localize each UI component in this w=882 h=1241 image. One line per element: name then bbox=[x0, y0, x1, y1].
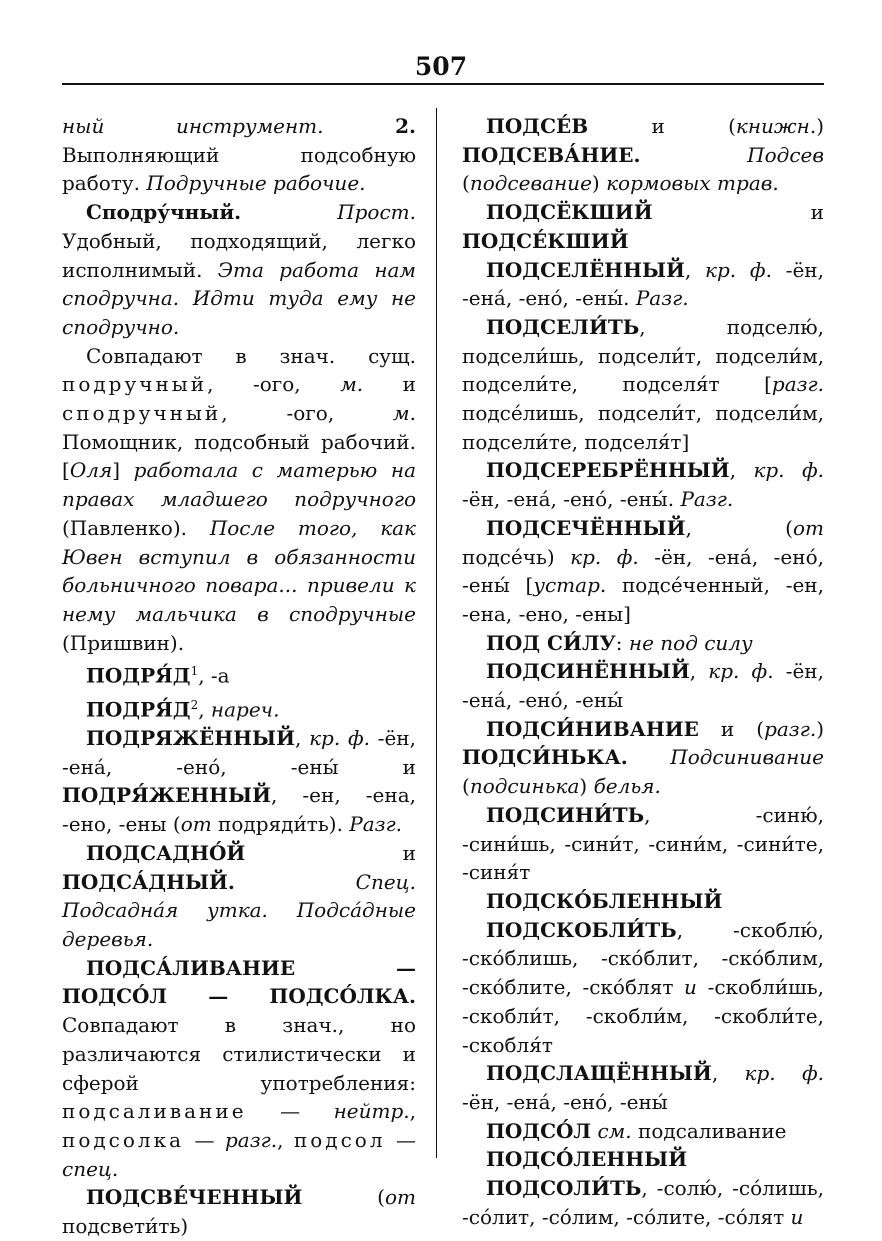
entry-text: — bbox=[385, 1127, 417, 1152]
entry-text: разг. bbox=[764, 716, 817, 741]
entry-text: После того, как Ювен вступил в обязанности больничного повара... привели к нему мальчика в сподручные bbox=[62, 515, 416, 626]
entry-text: не под силу bbox=[628, 630, 753, 655]
entry-text: , bbox=[729, 458, 754, 483]
entry-text: , -ого, bbox=[207, 372, 341, 397]
dictionary-entry bbox=[462, 657, 824, 714]
entry-text: 2 bbox=[190, 697, 199, 712]
dictionary-entry bbox=[462, 456, 824, 513]
entry-text: ный инструмент. bbox=[62, 114, 396, 138]
dictionary-entry bbox=[462, 1145, 824, 1174]
entry-text: , bbox=[277, 1127, 294, 1152]
entry-text: Подсев bbox=[640, 142, 824, 167]
entry-text: ПОД СИ́ЛУ bbox=[486, 630, 616, 655]
entry-text: подсе́чь) bbox=[462, 544, 571, 569]
dictionary-entry bbox=[462, 887, 824, 916]
entry-text: , bbox=[409, 1099, 416, 1124]
entry-text: 1 bbox=[190, 664, 199, 679]
entry-text: подсаливание bbox=[631, 1118, 787, 1143]
entry-text: — bbox=[184, 1127, 225, 1152]
entry-text: ) bbox=[591, 171, 607, 196]
left-column bbox=[62, 112, 416, 1241]
entry-text: ПОДСЕРЕБРЁННЫЙ bbox=[486, 458, 730, 483]
entry-text: Разг. bbox=[349, 812, 403, 837]
entry-text: ПОДСЛАЩЁННЫЙ bbox=[486, 1061, 712, 1086]
entry-text: кр. ф. bbox=[570, 544, 639, 569]
entry-text: от bbox=[180, 812, 212, 837]
entry-text: сподручный bbox=[62, 401, 222, 426]
entry-text: Помощник, подсобный рабочий. [ bbox=[62, 429, 416, 483]
entry-text: , -ого, bbox=[221, 401, 394, 426]
entry-text: и bbox=[245, 840, 416, 865]
entry-text: и bbox=[684, 975, 697, 1000]
entry-text: , bbox=[198, 697, 211, 722]
entry-text: ПОДСЕЛИ́ТЬ bbox=[486, 314, 640, 339]
entry-text: Подсинивание bbox=[627, 745, 824, 770]
dictionary-entry bbox=[462, 1117, 824, 1146]
column-divider bbox=[436, 108, 437, 1158]
entry-text: и bbox=[652, 200, 824, 225]
dictionary-entry bbox=[62, 198, 416, 342]
entry-text: Оля bbox=[69, 458, 113, 483]
dictionary-entry bbox=[462, 313, 824, 457]
entry-text: подсол bbox=[293, 1127, 386, 1152]
entry-text: подсе́ченный, -ен, -ена, -ено, -ены] bbox=[462, 573, 824, 626]
entry-text: Разг. bbox=[635, 286, 689, 311]
entry-text: ) bbox=[579, 774, 594, 799]
entry-text: ПОДСОЛИ́ТЬ bbox=[486, 1176, 642, 1201]
entry-text: ПОДСО́Л bbox=[486, 1118, 592, 1143]
page-number: 507 bbox=[414, 52, 468, 81]
entry-text: ПОДСИНЁННЫЙ bbox=[486, 659, 690, 684]
entry-text: ( bbox=[302, 1185, 385, 1210]
entry-text: , bbox=[689, 659, 709, 684]
header-rule bbox=[62, 83, 824, 85]
entry-text: ПОДРЯЖЁННЫЙ bbox=[86, 726, 295, 751]
entry-text: ( bbox=[462, 171, 470, 196]
entry-text: -ён, -ена́, -ено́, -ены́ [ bbox=[462, 544, 824, 598]
dictionary-entry bbox=[462, 1059, 824, 1116]
entry-text: Разг. bbox=[680, 487, 734, 512]
entry-text: 2. bbox=[395, 114, 416, 138]
entry-text: -скобли́шь, -скобли́т, -скобли́м, -скобли́те, -скобля́т bbox=[462, 975, 824, 1057]
entry-text: Прост. bbox=[241, 200, 416, 225]
entry-text: , ( bbox=[685, 515, 793, 540]
entry-text: книжн. bbox=[735, 114, 817, 138]
entry-text: Подручные рабочие. bbox=[146, 171, 366, 196]
entry-text: подручный bbox=[62, 372, 208, 397]
entry-text: -ён, -ена́, -ено́, -ены́. bbox=[462, 487, 681, 512]
dictionary-entry bbox=[462, 514, 824, 629]
entry-text: ПОДСКО́БЛЕННЫЙ bbox=[486, 888, 723, 913]
entry-text: кр. ф. bbox=[309, 726, 370, 751]
entry-text: ПОДРЯ́Д bbox=[86, 664, 191, 689]
entry-text: кр. ф. bbox=[705, 257, 772, 282]
entry-text: ПОДРЯ́ЖЕННЫЙ bbox=[62, 783, 271, 808]
entry-text: , bbox=[684, 257, 706, 282]
entry-text: и bbox=[363, 372, 417, 397]
dictionary-entry bbox=[62, 839, 416, 954]
entry-text: ПОДСИНИ́ТЬ bbox=[486, 802, 645, 827]
entry-text: и bbox=[790, 1204, 804, 1229]
entry-text: -ён, -ена́, -ено́, -ены́ и bbox=[62, 726, 416, 779]
entry-text: , -а bbox=[198, 664, 230, 689]
entry-text: : bbox=[615, 630, 629, 655]
entry-text: кр. ф. bbox=[753, 458, 824, 483]
dictionary-entry bbox=[462, 256, 824, 313]
right-column bbox=[462, 112, 824, 1231]
dictionary-entry bbox=[62, 691, 416, 724]
entry-text: ПОДСЕ́КШИЙ bbox=[462, 228, 629, 253]
entry-text: ПОДСЕЛЁННЫЙ bbox=[486, 257, 685, 282]
entry-text: ПОДСЕ́В bbox=[486, 114, 589, 138]
entry-text: подсаливание bbox=[62, 1099, 247, 1124]
entry-text: подсинька bbox=[469, 774, 580, 799]
entry-text: ПОДРЯ́Д bbox=[86, 697, 191, 722]
entry-text: ПОДСИ́НИВАНИЕ bbox=[486, 716, 699, 741]
entry-text: Спец. Подсадна́я утка. Подса́дные деревья. bbox=[62, 869, 416, 951]
entry-text: подсолка bbox=[62, 1127, 185, 1152]
entry-text: ПОДСВЕ́ЧЕННЫЙ bbox=[86, 1185, 303, 1210]
entry-text: -ён, -ена́, -ено́, -ены́ bbox=[462, 659, 824, 713]
entry-text: ПОДСА́ЛИВАНИЕ — ПОДСО́Л — ПОДСО́ЛКА. bbox=[62, 955, 416, 1009]
dictionary-entry bbox=[462, 629, 824, 658]
dictionary-entry bbox=[462, 112, 824, 198]
entry-text: работала с матерью на правах младшего подручного bbox=[62, 458, 416, 512]
entry-text: ] bbox=[112, 458, 134, 483]
entry-text: см. bbox=[591, 1118, 632, 1143]
entry-text: ( bbox=[462, 774, 470, 799]
entry-text: (Павленко). bbox=[62, 515, 210, 540]
dictionary-entry bbox=[462, 916, 824, 1060]
entry-text: кр. ф. bbox=[744, 1061, 824, 1086]
entry-text: белья. bbox=[593, 774, 661, 799]
entry-text: кормовых трав. bbox=[606, 171, 779, 196]
entry-text: Удобный, подходящий, легко исполнимый. bbox=[62, 228, 416, 282]
entry-text: ПОДСЁКШИЙ bbox=[486, 200, 653, 225]
entry-text: -ён, -ена́, -ено́, -ены́ bbox=[462, 1089, 668, 1114]
entry-text: м. bbox=[340, 372, 364, 397]
entry-text: Сподру́чный. bbox=[86, 200, 242, 225]
entry-text: подсвети́ть) bbox=[62, 1214, 189, 1239]
entry-text: ПОДСЕВА́НИЕ. bbox=[462, 142, 641, 167]
dictionary-entry bbox=[62, 954, 416, 1184]
entry-text: устар. bbox=[533, 573, 607, 598]
entry-text: , bbox=[711, 1061, 745, 1086]
entry-text: , подселю́, подсели́шь, подсели́т, подсели́м, подсели́те, подселя́т [ bbox=[462, 314, 824, 397]
dictionary-entry bbox=[62, 342, 416, 658]
entry-text: , -солю́, -со́лишь, -со́лит, -со́лим, -со́лите, -со́лят bbox=[462, 1176, 824, 1229]
entry-text: Совпадают в знач. сущ. bbox=[86, 343, 416, 368]
entry-text: ) bbox=[816, 114, 824, 138]
entry-text: спец. bbox=[62, 1156, 119, 1181]
entry-text: разг. bbox=[771, 372, 824, 397]
entry-text: от bbox=[384, 1185, 416, 1210]
entry-text: разг. bbox=[224, 1127, 278, 1152]
entry-text: от bbox=[792, 515, 824, 540]
entry-text: кр. ф. bbox=[708, 659, 774, 684]
entry-text: , -ен, -ена, -ено, -ены ( bbox=[62, 783, 416, 837]
entry-text: подсе́лишь, подсели́т, подсели́м, подсели́те, подселя́т] bbox=[462, 401, 824, 454]
entry-text: ПОДСИ́НЬКА. bbox=[462, 745, 628, 770]
entry-text: и ( bbox=[588, 114, 736, 138]
dictionary-entry bbox=[62, 724, 416, 839]
entry-text: ПОДСА́ДНЫЙ. bbox=[62, 869, 235, 894]
entry-text: ПОДСАДНО́Й bbox=[86, 840, 246, 865]
entry-text: подряди́ть). bbox=[211, 812, 350, 837]
dictionary-entry bbox=[462, 1174, 824, 1231]
entry-text: Выполняющий подсобную работу. bbox=[62, 142, 416, 196]
entry-text: Совпадают в знач., но различаются стилистически и сферой употребления: bbox=[62, 1013, 416, 1095]
entry-text: м. bbox=[393, 401, 416, 426]
entry-text: ПОДСКОБЛИ́ТЬ bbox=[486, 917, 677, 942]
entry-text: Эта работа нам сподручна. Идти туда ему не сподручно. bbox=[62, 257, 417, 339]
dictionary-entry bbox=[462, 198, 824, 255]
dictionary-entry bbox=[62, 112, 416, 198]
dictionary-entry bbox=[62, 657, 416, 690]
entry-text: подсевание bbox=[469, 171, 592, 196]
entry-text: (Пришвин). bbox=[62, 630, 185, 655]
entry-text: , -скоблю́, -ско́блишь, -ско́блит, -ско́блим, -ско́блите, -ско́блят bbox=[462, 917, 824, 1000]
entry-text: , bbox=[294, 726, 310, 751]
entry-text: и ( bbox=[698, 716, 765, 741]
entry-text: ПОДСЕЧЁННЫЙ bbox=[486, 515, 686, 540]
dictionary-entry bbox=[462, 715, 824, 801]
entry-text: нареч. bbox=[210, 697, 280, 722]
entry-text: ПОДСО́ЛЕННЫЙ bbox=[486, 1147, 688, 1172]
entry-text: — bbox=[246, 1099, 334, 1124]
entry-text: нейтр. bbox=[333, 1099, 410, 1124]
entry-text: ) bbox=[816, 716, 824, 741]
entry-text: -ён, -ена́, -ено́, -ены́. bbox=[462, 257, 824, 311]
dictionary-entry bbox=[462, 801, 824, 887]
entry-text: , -синю́, -сини́шь, -сини́т, -сини́м, -сини́те, -синя́т bbox=[462, 802, 824, 885]
